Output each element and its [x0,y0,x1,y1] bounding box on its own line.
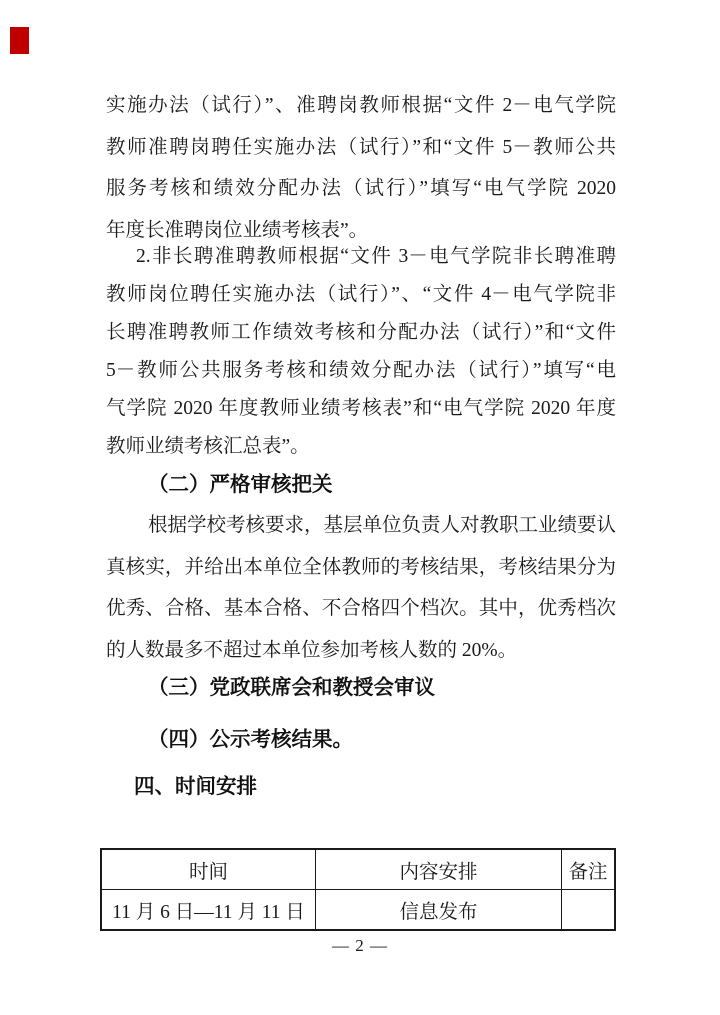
body-line: 教师准聘岗聘任实施办法（试行）”和“文件 5－教师公共 [106,136,616,158]
table-header-cell: 内容安排 [315,850,561,889]
body-line: 根据学校考核要求，基层单位负责人对教职工业绩要认 [148,515,617,536]
table-cell: 11 月 6 日—11 月 11 日 [102,889,315,929]
body-line: 5－教师公共服务考核和绩效分配办法（试行）”填写“电 [106,360,616,381]
body-line: 教师岗位聘任实施办法（试行）”、“文件 4－电气学院非 [106,284,616,305]
body-line: 气学院 2020 年度教师业绩考核表”和“电气学院 2020 年度 [106,398,616,419]
section-heading-joint-meeting: （三）党政联席会和教授会审议 [148,676,435,699]
table-cell: 信息发布 [315,889,561,929]
body-line: 年度长准聘岗位业绩考核表”。 [106,219,369,241]
paragraph-review-rules [106,505,616,671]
schedule-table [100,848,616,931]
body-line: 长聘准聘教师工作绩效考核和分配办法（试行）”和“文件 [106,322,616,343]
paragraph-item-2 [106,238,616,466]
body-line: 优秀、合格、基本合格、不合格四个档次。其中，优秀档次 [106,598,616,620]
red-stamp-mark [10,27,29,54]
body-line: 教师业绩考核汇总表”。 [106,436,310,457]
body-line: 实施办法（试行）”、准聘岗教师根据“文件 2－电气学院 [106,95,616,116]
body-line: 真核实，并给出本单位全体教师的考核结果，考核结果分为 [106,556,616,578]
body-line: 的人数最多不超过本单位参加考核人数的 20%。 [106,639,518,661]
section-heading-review: （二）严格审核把关 [148,473,333,496]
table-header-cell: 备注 [561,850,614,889]
page-number: — 2 — [332,936,388,955]
section-heading-publicity: （四）公示考核结果。 [148,728,353,751]
body-line: 服务考核和绩效分配办法（试行）”填写“电气学院 2020 [106,178,616,200]
chapter-heading-schedule: 四、时间安排 [134,775,257,798]
paragraph-continuation [106,85,616,251]
body-line: 2.非长聘准聘教师根据“文件 3－电气学院非长聘准聘 [136,246,616,267]
table-header-cell: 时间 [188,861,228,883]
table-cell [561,889,614,929]
